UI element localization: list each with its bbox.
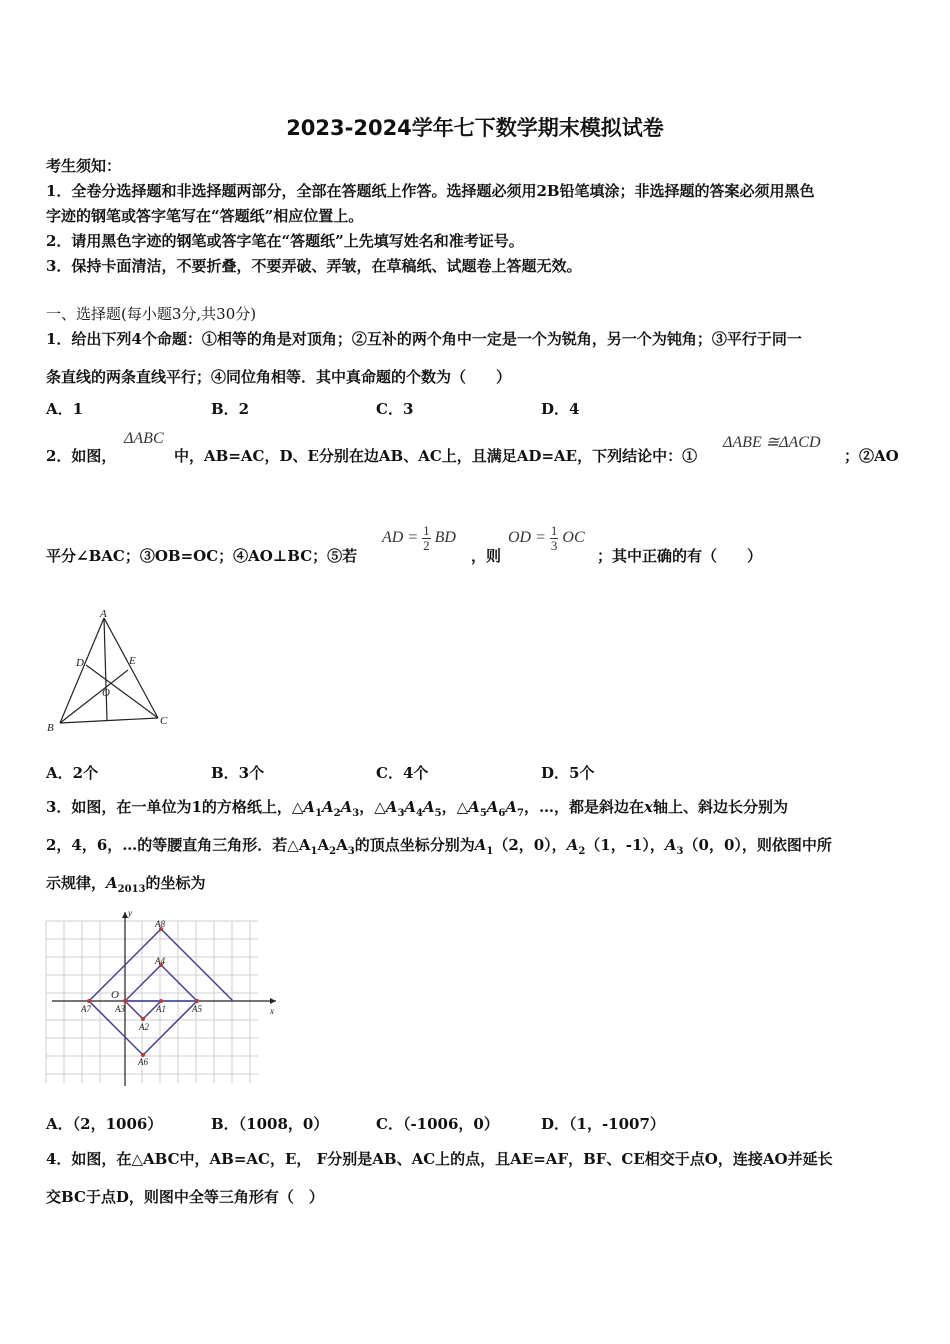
q2-option-c: C．4个 [376, 764, 429, 782]
fig-label-a4: A4 [155, 956, 165, 966]
q4-line2: 交BC于点D，则图中全等三角形有（ ） [46, 1188, 324, 1206]
notice-item: 1．全卷分选择题和非选择题两部分，全部在答题纸上作答。选择题必须用2B铅笔填涂；非选择题的答案必须用黑色 [46, 182, 815, 200]
q2-option-b: B．3个 [211, 764, 265, 782]
q1-option-a: A．1 [46, 400, 84, 418]
q1-line1: 1．给出下列4个命题：①相等的角是对顶角；②互补的两个角中一定是一个为锐角，另一个为钝角；③平行于同一 [46, 330, 802, 348]
q1-line2: 条直线的两条直线平行；④同位角相等．其中真命题的个数为（ ） [46, 368, 512, 386]
q2-text: 中，AB=AC，D、E分别在边AB、AC上，且满足AD=AE，下列结论中：① [174, 447, 698, 465]
fig-label-y: y [128, 908, 132, 918]
fig-label-a3: A3 [115, 1004, 125, 1014]
q2-text: 平分∠BAC；③OB=OC；④AO⊥BC；⑤若 [46, 547, 358, 565]
q2-option-a: A．2个 [46, 764, 99, 782]
q2-math-congruent: ΔABE ≅ΔACD [723, 434, 821, 451]
q2-text: 2．如图， [46, 447, 117, 465]
fig-label-a1: A1 [156, 1004, 166, 1014]
q3-option-c: C．（-1006，0） [376, 1115, 499, 1133]
q1-option-b: B．2 [211, 400, 250, 418]
q3-option-d: D．（1，-1007） [541, 1115, 665, 1133]
q2-triangle-figure [40, 608, 180, 736]
q2-text: ，则 [471, 547, 502, 565]
fig-label-b: B [47, 722, 54, 734]
fig-label-a: A [100, 608, 107, 620]
section-heading: 一、选择题(每小题3分,共30分) [46, 305, 257, 323]
fig-label-e: E [129, 655, 136, 667]
notice-heading: 考生须知： [46, 157, 122, 175]
q3-grid-figure [44, 908, 284, 1088]
q2-option-d: D．5个 [541, 764, 595, 782]
notice-item: 字迹的钢笔或答字笔写在“答题纸”相应位置上。 [46, 207, 364, 225]
q2-text: ；②AO [844, 447, 899, 465]
q2-fraction-ad: AD = $\frac{1}{2}$ BD [382, 523, 456, 553]
fig-label-c: C [160, 715, 168, 727]
fig-label-a2: A2 [139, 1022, 149, 1032]
fig-label-d: D [76, 657, 84, 669]
q2-fraction-od: OD = $\frac{1}{3}$ OC [508, 523, 585, 553]
fig-label-a7: A7 [81, 1004, 91, 1014]
q3-line2: 2，4，6，…的等腰直角三角形．若$\triangle A_1A_2A_3$的顶点坐标分别为$A_1(2$，0），$A_2(1$，-1），$A_3(0$，0），则依图中所 [46, 836, 832, 857]
q1-option-c: C．3 [376, 400, 414, 418]
fig-label-origin: O [111, 989, 119, 1001]
notice-item: 2．请用黑色字迹的钢笔或答字笔在“答题纸”上先填写姓名和准考证号。 [46, 232, 524, 250]
fig-label-a6: A6 [138, 1057, 148, 1067]
fig-label-a8: A8 [155, 919, 165, 929]
fig-label-x: x [270, 1006, 274, 1016]
fig-label-o: O [102, 687, 110, 699]
fig-label-a5: A5 [192, 1004, 202, 1014]
q3-option-b: B．（1008，0） [211, 1115, 329, 1133]
q3-line1: 3．如图，在一单位为1的方格纸上，$\triangle A_1A_2A_3$，$\triangle A_3A_4A_5$，$\triangle A_5A_6A_7$，…，都是斜边在x轴上、斜边长分别为 [46, 798, 788, 819]
q3-option-a: A．（2，1006） [46, 1115, 163, 1133]
q3-line3: 示规律，$A_{2013}$的坐标为 [46, 874, 206, 895]
q4-line1: 4．如图，在△ABC中，AB=AC，E， F分别是AB、AC上的点，且AE=AF，BF、CE相交于点O，连接AO并延长 [46, 1150, 833, 1168]
q2-math-abc: ΔABC [124, 430, 164, 447]
page-title: 2023-2024学年七下数学期末模拟试卷 [286, 116, 664, 140]
notice-item: 3．保持卡面清洁，不要折叠，不要弄破、弄皱，在草稿纸、试题卷上答题无效。 [46, 257, 582, 275]
q1-option-d: D．4 [541, 400, 580, 418]
q2-text: ；其中正确的有（ ） [597, 547, 763, 565]
